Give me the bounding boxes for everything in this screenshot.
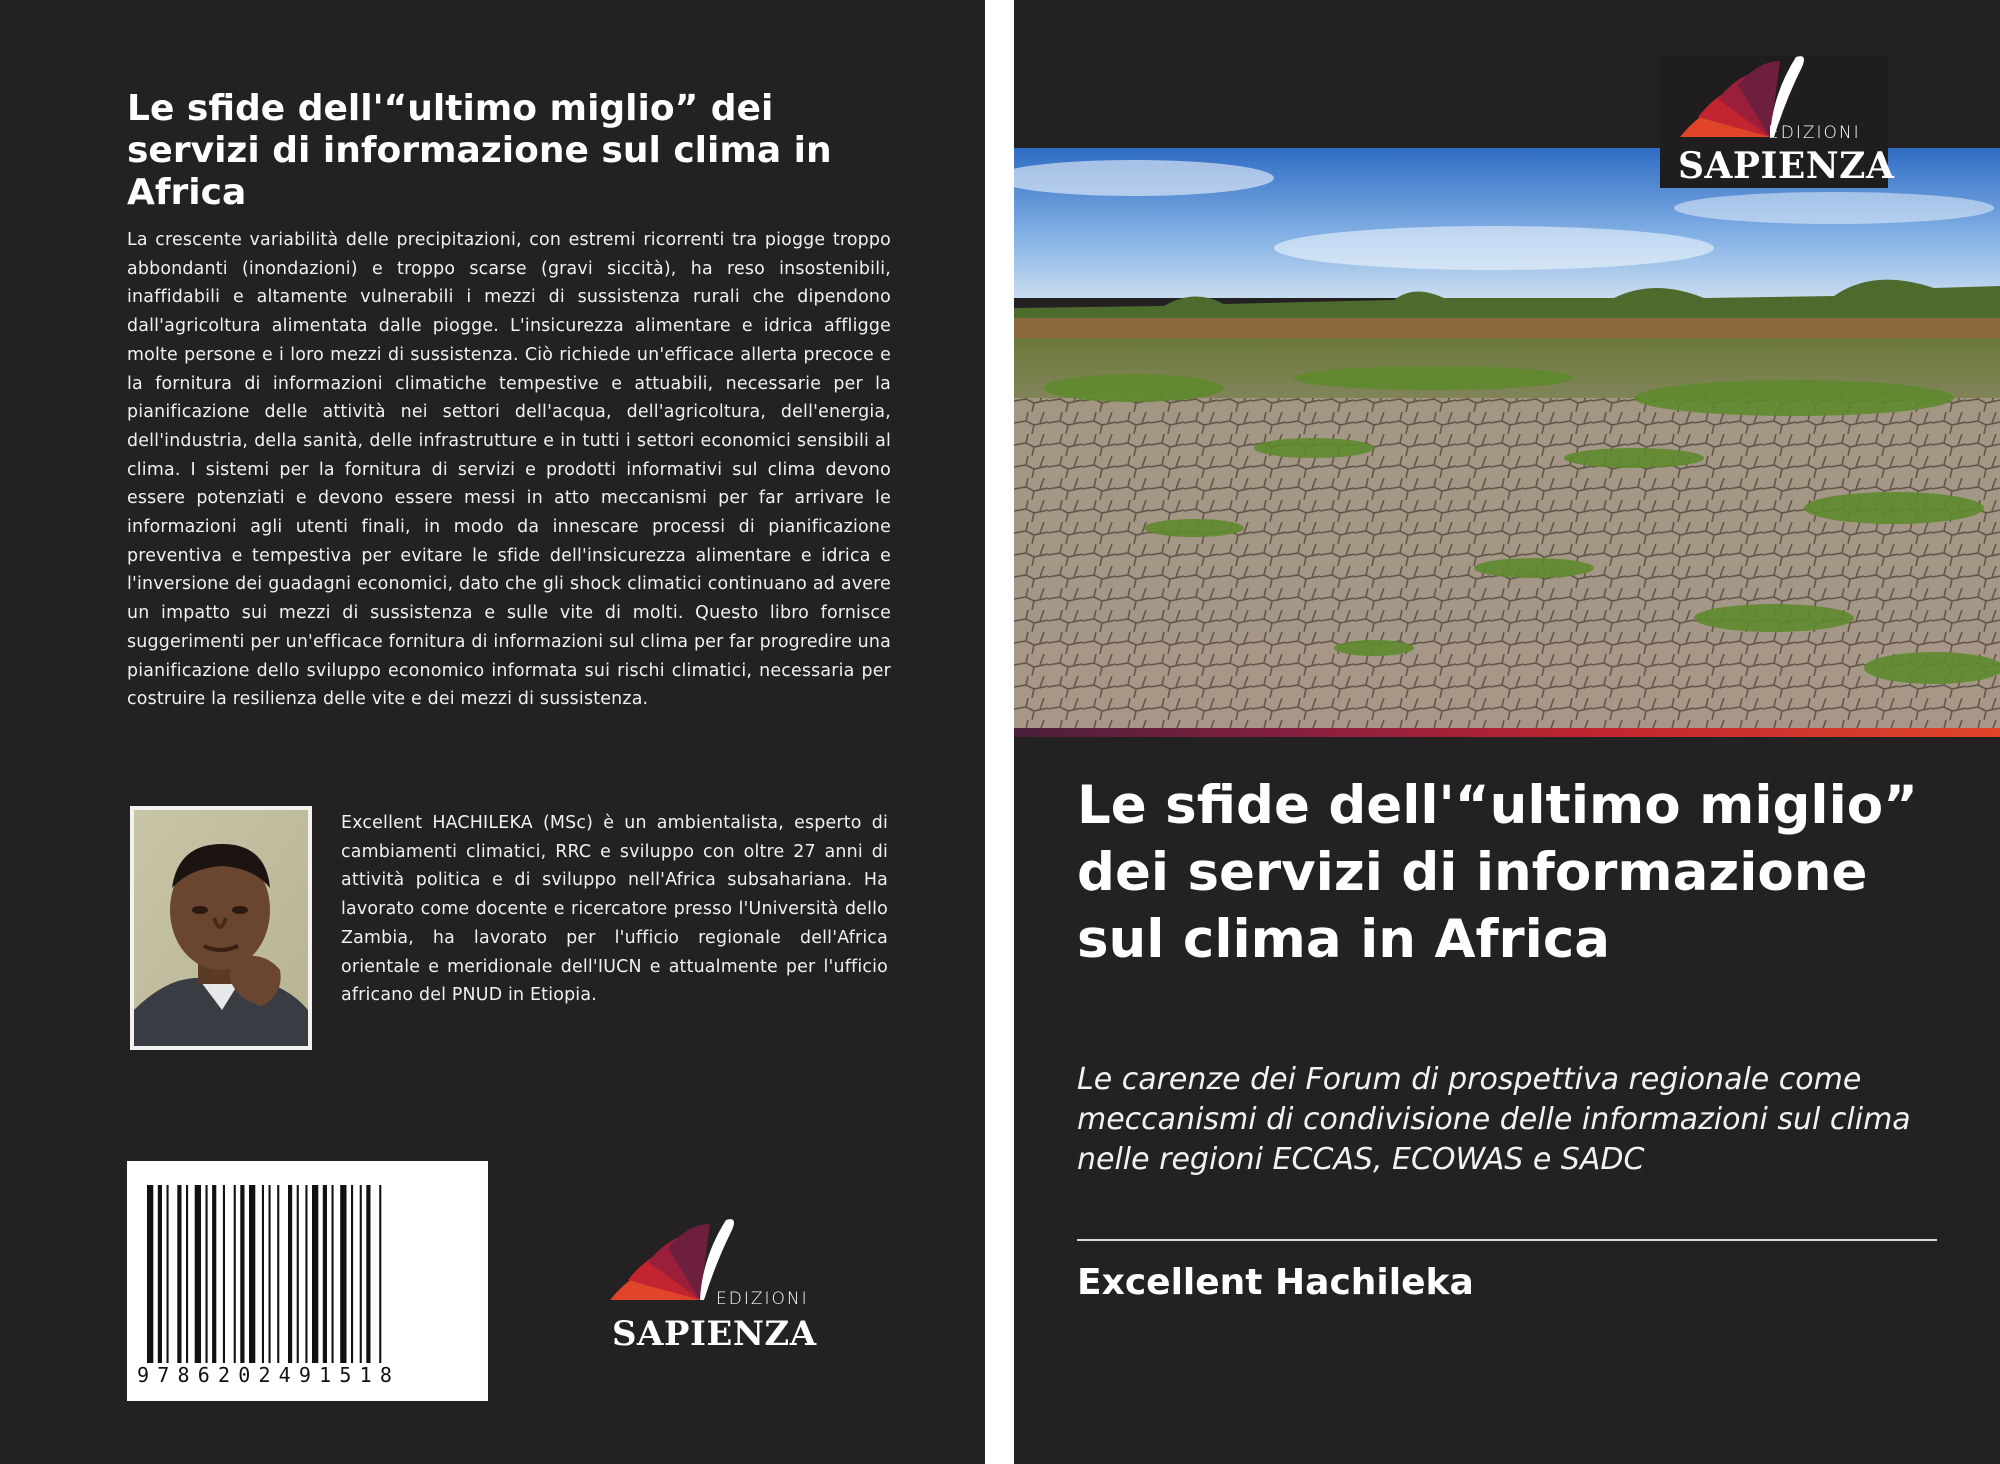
publisher-edizioni-label: EDIZIONI — [1768, 123, 1861, 143]
publisher-logo-front — [1660, 55, 1895, 188]
publisher-edizioni-label: EDIZIONI — [716, 1289, 809, 1309]
isbn-digits: 9786202491518 — [137, 1363, 401, 1387]
divider-rule — [1077, 1239, 1937, 1241]
author-bio: Excellent HACHILEKA (MSc) è un ambientalista, esperto di cambiamenti climatici, RRC e sviluppo con oltre 27 anni di attività politica e di sviluppo nell'Africa subsahariana. Ha lavorato come docente e ricercatore presso l'Università dello Zambia, ha lavorato per l'ufficio regionale dell'Africa orientale e meridionale dell'IUCN e attualmente per l'ufficio africano del PNUD in Etiopia. — [341, 813, 888, 1006]
publisher-logo-back — [604, 1218, 822, 1354]
accent-color-stripe — [1014, 728, 2000, 737]
cover-landscape-photo — [1014, 148, 2000, 728]
author-photo — [130, 806, 312, 1050]
spine-gap — [985, 0, 1014, 1464]
author-portrait-image — [134, 810, 308, 1046]
back-cover-blurb: La crescente variabilità delle precipitazioni, con estremi ricorrenti tra piogge troppo abbondanti (inondazioni) e troppo scarse (gravi siccità), ha reso insostenibili, inaffidabili e altamente vulnerabili i mezzi di sussistenza rurali che dipendono dall'agricoltura alimentata dalle piogge. L'insicurezza alimentare e idrica affligge molte persone e i loro mezzi di sussistenza. Ciò richiede un'efficace allerta precoce e la fornitura di informazioni climatiche tempestive e attuabili, necessarie per la pianificazione delle attività nei settori dell'acqua, dell'agricoltura, dell'energia, dell'industria, della sanità, delle infrastrutture e in tutti i settori economici sensibili al clima. I sistemi per la fornitura di servizi e prodotti informativi sul clima devono essere potenziati e devono essere messi in atto meccanismi per far arrivare le informazioni agli utenti finali, in modo da innescare processi di pianificazione preventiva e tempestiva per evitare le sfide dell'insicurezza alimentare e idrica e l'inversione dei guadagni economici, dato che gli shock climatici continuano ad avere un impatto sui mezzi di sussistenza e sulle vite di molti. Questo libro fornisce suggerimenti per un'efficace fornitura di informazioni sul clima per far progredire una pianificazione dello sviluppo economico informata sui rischi climatici, necessaria per costruire la resilienza delle vite e dei mezzi di sussistenza. — [127, 230, 891, 710]
front-cover-subtitle: Le carenze dei Forum di prospettiva regionale come meccanismi di condivisione delle informazioni sul clima nelle regioni ECCAS, ECOWAS e SADC — [1077, 1062, 1911, 1177]
front-cover-title: Le sfide dell'“ultimo miglio” dei servizi di informazione sul clima in Africa — [1077, 775, 1919, 970]
isbn-barcode — [127, 1161, 488, 1401]
publisher-name: SAPIENZA — [1678, 145, 1895, 187]
dry-cracked-field-image — [1014, 148, 2000, 728]
barcode-bars — [145, 1185, 470, 1363]
publisher-name: SAPIENZA — [612, 1314, 817, 1354]
back-cover-title: Le sfide dell'“ultimo miglio” dei servizi di informazione sul clima in Africa — [127, 88, 832, 213]
front-cover-author: Excellent Hachileka — [1077, 1262, 1474, 1303]
